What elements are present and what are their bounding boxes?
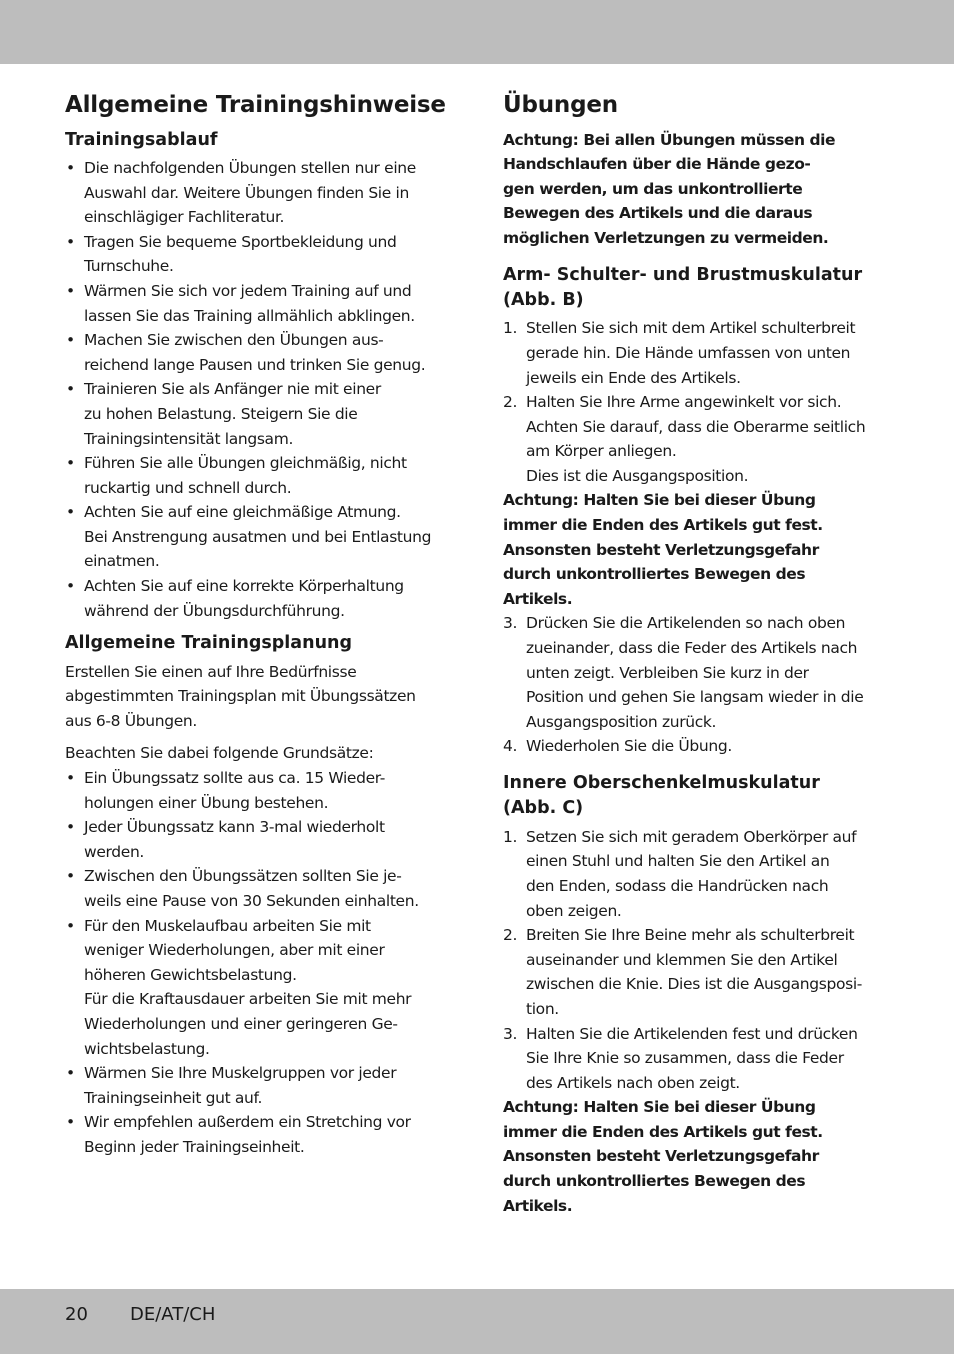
list-item: 1. Stellen Sie sich mit dem Artikel schulterbreit gerade hin. Die Hände umfassen von unten jeweils ein Ende des Artikels. xyxy=(503,319,856,387)
left-column xyxy=(65,92,450,1160)
training-procedure-list xyxy=(65,156,450,623)
list-item: • Achten Sie auf eine gleichmäßige Atmung. Bei Anstrengung ausatmen und bei Entlastung einatmen. xyxy=(65,500,450,574)
list-item: • Jeder Übungssatz kann 3-mal wiederholt werden. xyxy=(65,815,450,864)
list-item: 4. Wiederholen Sie die Übung. xyxy=(503,737,732,756)
list-item: • Für den Muskelaufbau arbeiten Sie mit weniger Wiederholungen, aber mit einer höheren Gewichtsbelastung. Für die Kraftausdauer arbeiten Sie mit mehr Wiederholungen und einer geringeren Ge- wichtsbelastung. xyxy=(65,914,450,1062)
list-item: 3. Drücken Sie die Artikelenden so nach oben zueinander, dass die Feder des Artikels nach unten zeigt. Verbleiben Sie kurz in der Position und gehen Sie langsam wieder in die Ausgangsposition zurück. xyxy=(503,614,864,731)
list-item: • Wärmen Sie Ihre Muskelgruppen vor jeder Trainingseinheit gut auf. xyxy=(65,1061,450,1110)
planning-principles-list xyxy=(65,766,450,1160)
list-item: • Wir empfehlen außerdem ein Stretching vor Beginn jeder Trainingseinheit. xyxy=(65,1110,450,1159)
right-column xyxy=(503,92,895,1218)
section-title-training-tips: Allgemeine Trainingshinweise xyxy=(65,92,446,118)
header-band xyxy=(0,0,954,64)
warning-hold-ends-arm: Achtung: Halten Sie bei dieser Übung immer die Enden des Artikels gut fest. Ansonsten besteht Verletzungsgefahr durch unkontrolliertes Bewegen des Artikels. xyxy=(503,491,823,608)
list-item: • Machen Sie zwischen den Übungen aus- reichend lange Pausen und trinken Sie genug. xyxy=(65,328,450,377)
section-title-exercises: Übungen xyxy=(503,92,618,118)
list-item: • Führen Sie alle Übungen gleichmäßig, nicht ruckartig und schnell durch. xyxy=(65,451,450,500)
list-item: 3. Halten Sie die Artikelenden fest und drücken Sie Ihre Knie so zusammen, dass die Feder des Artikels nach oben zeigt. xyxy=(503,1024,858,1092)
list-item: 2. Breiten Sie Ihre Beine mehr als schulterbreit auseinander und klemmen Sie den Artikel zwischen die Knie. Dies ist die Ausgangsposi- tion. xyxy=(503,926,863,1018)
list-item: • Zwischen den Übungssätzen sollten Sie je- weils eine Pause von 30 Sekunden einhalten. xyxy=(65,864,450,913)
list-item: • Achten Sie auf eine korrekte Körperhaltung während der Übungsdurchführung. xyxy=(65,574,450,623)
list-item: • Die nachfolgenden Übungen stellen nur eine Auswahl dar. Weitere Übungen finden Sie in einschlägiger Fachliteratur. xyxy=(65,156,450,230)
arm-steps-list-continued xyxy=(503,611,895,759)
subheading-training-procedure: Trainingsablauf xyxy=(65,129,218,150)
planning-intro: Erstellen Sie einen auf Ihre Bedürfnisse abgestimmten Trainingsplan mit Übungssätzen aus 6-8 Übungen. xyxy=(65,662,416,730)
subheading-arm-shoulder-chest: Arm- Schulter- und Brustmuskulatur (Abb. B) xyxy=(503,264,863,310)
warning-hold-ends-thigh: Achtung: Halten Sie bei dieser Übung immer die Enden des Artikels gut fest. Ansonsten besteht Verletzungsgefahr durch unkontrolliertes Bewegen des Artikels. xyxy=(503,1098,823,1215)
list-item: 2. Halten Sie Ihre Arme angewinkelt vor sich. Achten Sie darauf, dass die Oberarme seitlich am Körper anliegen. Dies ist die Ausgangsposition. xyxy=(503,393,866,485)
thigh-steps-list xyxy=(503,825,895,1096)
list-item: • Tragen Sie bequeme Sportbekleidung und Turnschuhe. xyxy=(65,230,450,279)
page-number: 20 xyxy=(65,1304,88,1325)
region-label: DE/AT/CH xyxy=(130,1304,216,1325)
warning-hand-loops: Achtung: Bei allen Übungen müssen die Handschlaufen über die Hände gezo- gen werden, um das unkontrollierte Bewegen des Artikels und die daraus möglichen Verletzungen zu vermeiden. xyxy=(503,130,836,247)
list-item: • Trainieren Sie als Anfänger nie mit einer zu hohen Belastung. Steigern Sie die Trainingsintensität langsam. xyxy=(65,377,450,451)
planning-principles-lead: Beachten Sie dabei folgende Grundsätze: xyxy=(65,744,374,763)
list-item: 1. Setzen Sie sich mit geradem Oberkörper auf einen Stuhl und halten Sie den Artikel an den Enden, sodass die Handrücken nach oben zeigen. xyxy=(503,827,857,920)
arm-steps-list xyxy=(503,316,895,488)
list-item: • Wärmen Sie sich vor jedem Training auf und lassen Sie das Training allmählich abklingen. xyxy=(65,279,450,328)
subheading-training-planning: Allgemeine Trainingsplanung xyxy=(65,633,353,654)
list-item: • Ein Übungssatz sollte aus ca. 15 Wieder- holungen einer Übung bestehen. xyxy=(65,766,450,815)
subheading-inner-thigh: Innere Oberschenkelmuskulatur (Abb. C) xyxy=(503,773,820,819)
